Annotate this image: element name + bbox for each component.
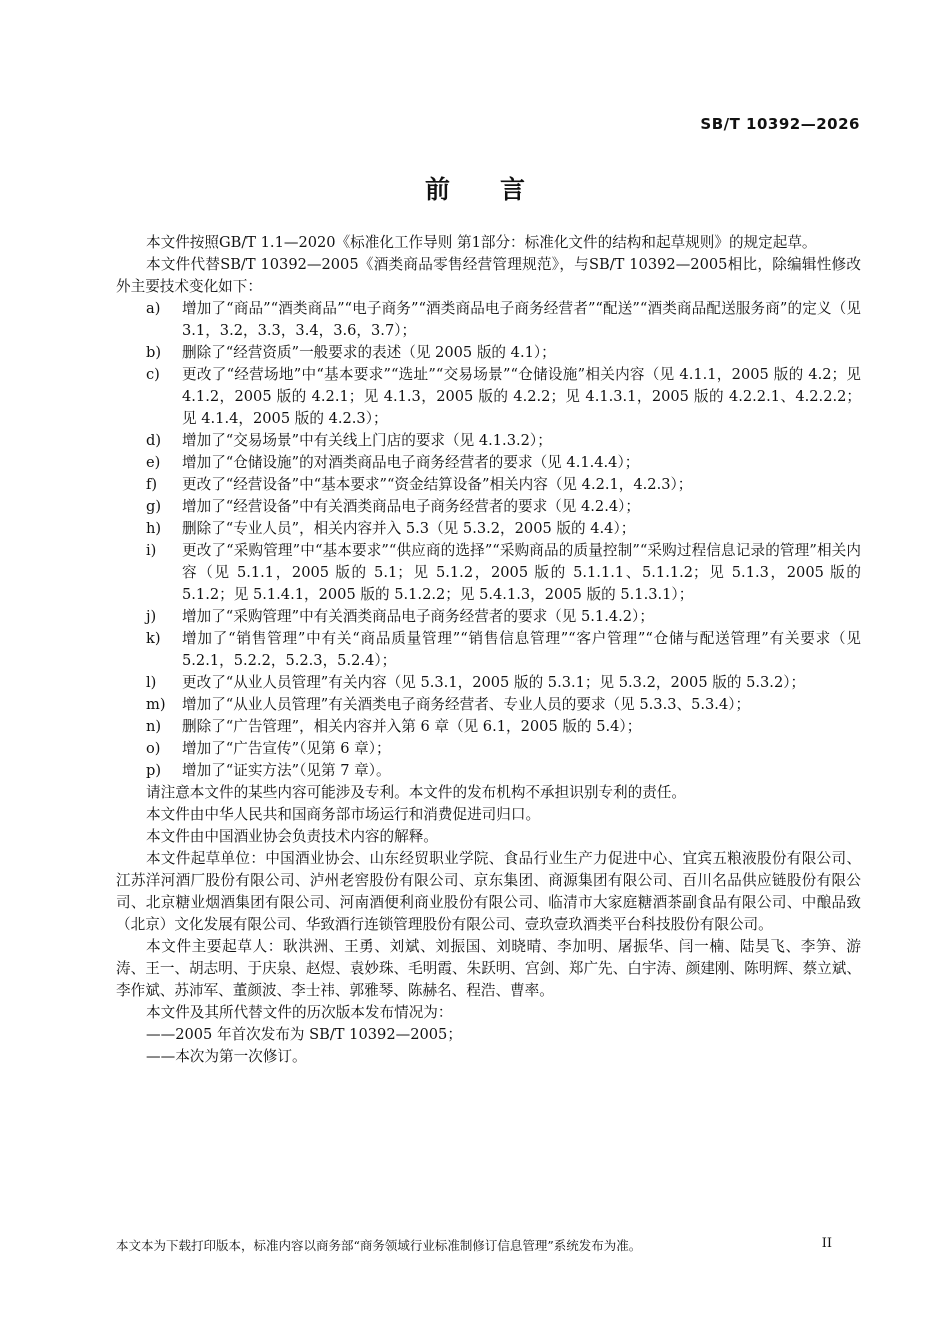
- page-title: 前言: [424, 175, 575, 204]
- list-item: [116, 694, 861, 716]
- list-item-text: 增加了“仓储设施”的对酒类商品电子商务经营者的要求（见 4.1.4.4）；: [182, 454, 640, 471]
- list-item-text: 增加了“证实方法”（见第 7 章）。: [182, 762, 391, 779]
- list-item-text: 增加了“交易场景”中有关线上门店的要求（见 4.1.3.2）；: [182, 432, 552, 449]
- list-item-text: 更改了“经营设备”中“基本要求”“资金结算设备”相关内容（见 4.2.1，4.2.3）；: [182, 476, 693, 493]
- list-item-text: 更改了“经营场地”中“基本要求”“选址”“交易场景”“仓储设施”相关内容（见 4.1.1，2005 版的 4.2；见 4.1.2，2005 版的 4.2.1；见 4.1.3，2005 版的 4.2.2；见 4.1.3.1，2005 版的 4.2.2.1、4.2.2.2；见 4.1.4，2005 版的 4.2.3）；: [182, 366, 861, 427]
- list-item-label: g): [146, 498, 162, 515]
- list-item: [116, 628, 861, 672]
- list-item: [116, 364, 861, 430]
- list-item: [116, 540, 861, 606]
- list-item-text: 删除了“专业人员”，相关内容并入 5.3（见 5.3.2，2005 版的 4.4）；: [182, 520, 636, 537]
- intro-paragraph: 本文件代替SB/T 10392—2005《酒类商品零售经营管理规范》，与SB/T 10392—2005相比，除编辑性修改外主要技术变化如下：: [116, 256, 861, 295]
- intro-paragraph: 本文件按照GB/T 1.1—2020《标准化工作导则 第1部分：标准化文件的结构和起草规则》的规定起草。: [146, 234, 817, 251]
- list-item-text: 增加了“经营设备”中有关酒类商品电子商务经营者的要求（见 4.2.4）；: [182, 498, 641, 515]
- drafting-units: 本文件起草单位：中国酒业协会、山东经贸职业学院、食品行业生产力促进中心、宜宾五粮液股份有限公司、江苏洋河酒厂股份有限公司、泸州老窖股份有限公司、京东集团、商源集团有限公司、百川名品供应链股份有限公司、北京糖业烟酒集团有限公司、河南酒便利商业股份有限公司、临清市大家庭糖酒茶副食品有限公司、中酿品致（北京）文化发展有限公司、华致酒行连锁管理股份有限公司、壹玖壹玖酒类平台科技股份有限公司。: [116, 850, 861, 933]
- list-item: [116, 716, 861, 738]
- list-item: [116, 298, 861, 342]
- list-item: [116, 474, 861, 496]
- list-item-label: o): [146, 740, 161, 757]
- list-item-text: 增加了“从业人员管理”有关酒类电子商务经营者、专业人员的要求（见 5.3.3、5.3.4）；: [182, 696, 751, 713]
- list-item-text: 删除了“广告管理”，相关内容并入第 6 章（见 6.1，2005 版的 5.4）；: [182, 718, 642, 735]
- list-item: [116, 760, 861, 782]
- list-item-label: h): [146, 520, 162, 537]
- list-item: [116, 342, 861, 364]
- interpretation-note: 本文件由中国酒业协会负责技术内容的解释。: [146, 828, 438, 845]
- list-item-label: m): [146, 696, 166, 713]
- footer-note: 本文本为下载打印版本，标准内容以商务部“商务领域行业标准制修订信息管理”系统发布为准。: [116, 1238, 642, 1253]
- list-item: [116, 452, 861, 474]
- list-item: [116, 606, 861, 628]
- list-item-text: 增加了“商品”“酒类商品”“电子商务”“酒类商品电子商务经营者”“配送”“酒类商品配送服务商”的定义（见 3.1，3.2，3.3，3.4，3.6，3.7）；: [182, 300, 861, 339]
- list-item-text: 增加了“广告宣传”（见第 6 章）；: [182, 740, 391, 757]
- list-item-label: p): [146, 762, 162, 779]
- list-item-label: d): [146, 432, 162, 449]
- list-item: [116, 496, 861, 518]
- list-item: [116, 672, 861, 694]
- list-item-label: l): [146, 674, 157, 691]
- list-item-label: k): [146, 630, 161, 647]
- history-item: ——本次为第一次修订。: [146, 1048, 307, 1065]
- list-item-label: e): [146, 454, 161, 471]
- list-item-label: c): [146, 366, 160, 383]
- history-intro: 本文件及其所代替文件的历次版本发布情况为：: [146, 1004, 453, 1021]
- list-item-label: j): [146, 608, 157, 625]
- list-item-label: b): [146, 344, 162, 361]
- list-item: [116, 738, 861, 760]
- list-item-label: i): [146, 542, 157, 559]
- list-item-text: 增加了“销售管理”中有关“商品质量管理”“销售信息管理”“客户管理”“仓储与配送管理”有关要求（见 5.2.1，5.2.2，5.2.3，5.2.4）；: [182, 630, 861, 669]
- standard-code: SB/T 10392—2026: [700, 115, 860, 133]
- list-item-label: n): [146, 718, 162, 735]
- list-item-label: f): [146, 476, 158, 493]
- history-item: ——2005 年首次发布为 SB/T 10392—2005；: [146, 1026, 462, 1043]
- changes-list: [116, 298, 861, 782]
- document-body: [116, 232, 861, 1068]
- list-item-label: a): [146, 300, 161, 317]
- list-item-text: 删除了“经营资质”一般要求的表述（见 2005 版的 4.1）；: [182, 344, 556, 361]
- list-item-text: 增加了“采购管理”中有关酒类商品电子商务经营者的要求（见 5.1.4.2）；: [182, 608, 654, 625]
- responsible-department: 本文件由中华人民共和国商务部市场运行和消费促进司归口。: [146, 806, 541, 823]
- list-item: [116, 430, 861, 452]
- list-item-text: 更改了“采购管理”中“基本要求”“供应商的选择”“采购商品的质量控制”“采购过程信息记录的管理”相关内容（见 5.1.1，2005 版的 5.1；见 5.1.2，2005 版的 5.1.1.1、5.1.1.2；见 5.1.3，2005 版的 5.1.2；见 5.1.4.1，2005 版的 5.1.2.2；见 5.4.1.3，2005 版的 5.1.3.1）；: [182, 542, 861, 603]
- patent-note: 请注意本文件的某些内容可能涉及专利。本文件的发布机构不承担识别专利的责任。: [146, 784, 686, 801]
- list-item: [116, 518, 861, 540]
- list-item-text: 更改了“从业人员管理”有关内容（见 5.3.1，2005 版的 5.3.1；见 5.3.2，2005 版的 5.3.2）；: [182, 674, 806, 691]
- page-number: II: [821, 1236, 832, 1251]
- main-drafters: 本文件主要起草人：耿洪洲、王勇、刘斌、刘振国、刘晓晴、李加明、屠振华、闫一楠、陆昊飞、李笋、游涛、王一、胡志明、于庆泉、赵煜、袁妙珠、毛明霞、朱跃明、宫剑、郑广先、白宇涛、颜建刚、陈明辉、蔡立斌、李作斌、苏沛军、董颜波、李士祎、郭雅琴、陈赫名、程浩、曹率。: [116, 938, 861, 999]
